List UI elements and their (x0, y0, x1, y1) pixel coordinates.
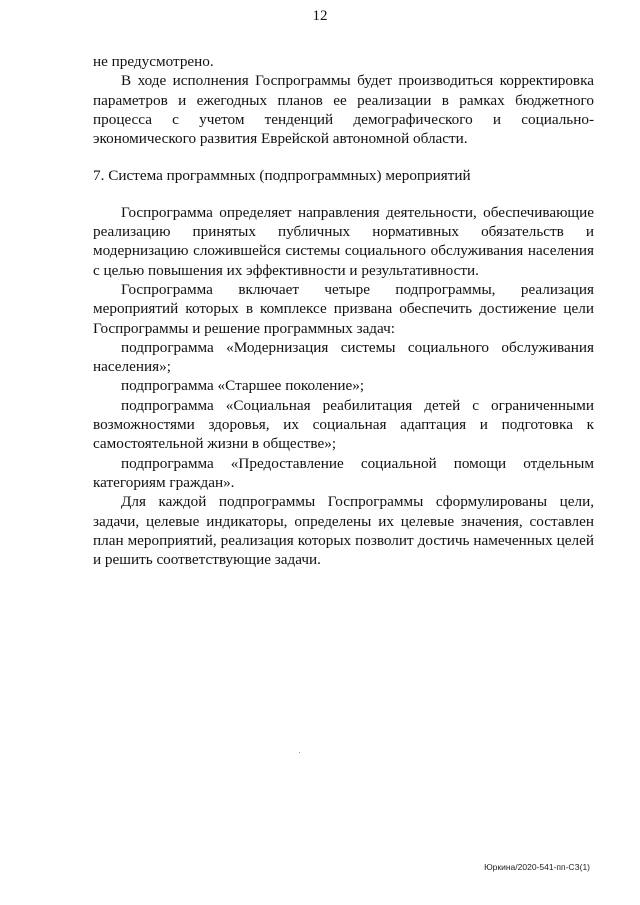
final-paragraph: Для каждой подпрограммы Госпрограммы сформулированы цели, задачи, целевые индикаторы, определены их целевые значения, составлен план мероприятий, реализация которых позволит достичь намеченных целей и решить соответствующие задачи. (93, 493, 594, 569)
continuation-text: не предусмотрено. (93, 53, 214, 70)
subprogram-item: подпрограмма «Модернизация системы социального обслуживания населения»; (93, 338, 594, 376)
page-number: 12 (312, 8, 328, 24)
subprogram-item: подпрограмма «Старшее поколение»; (121, 377, 365, 395)
section-heading: 7. Система программных (подпрограммных) мероприятий (93, 167, 471, 185)
includes-paragraph: Госпрограмма включает четыре подпрограммы, реализация мероприятий которых в комплексе призвана обеспечить достижение цели Госпрограммы и решение программных задач: (93, 280, 594, 337)
scan-speck (299, 752, 300, 753)
footer-document-code: Юркина/2020-541-пп-СЗ(1) (484, 862, 590, 872)
subprogram-item: подпрограмма «Предоставление социальной помощи отдельным категориям граждан». (93, 454, 594, 491)
document-body (93, 52, 594, 569)
directions-paragraph: Госпрограмма определяет направления деятельности, обеспечивающие реализацию принятых публичных нормативных обязательств и модернизацию сложившейся системы социального обслуживания населения с целью повышения их эффективности и результативности. (93, 203, 594, 279)
correction-paragraph: В ходе исполнения Госпрограммы будет производиться корректировка параметров и ежегодных планов ее реализации в рамках бюджетного процесса с учетом тенденций демографического и социально-экономического развития Еврейской автономной области. (93, 72, 594, 148)
subprogram-item: подпрограмма «Социальная реабилитация детей с ограниченными возможностями здоровья, их социальная адаптация и подготовка к самостоятельной жизни в обществе»; (93, 396, 594, 453)
